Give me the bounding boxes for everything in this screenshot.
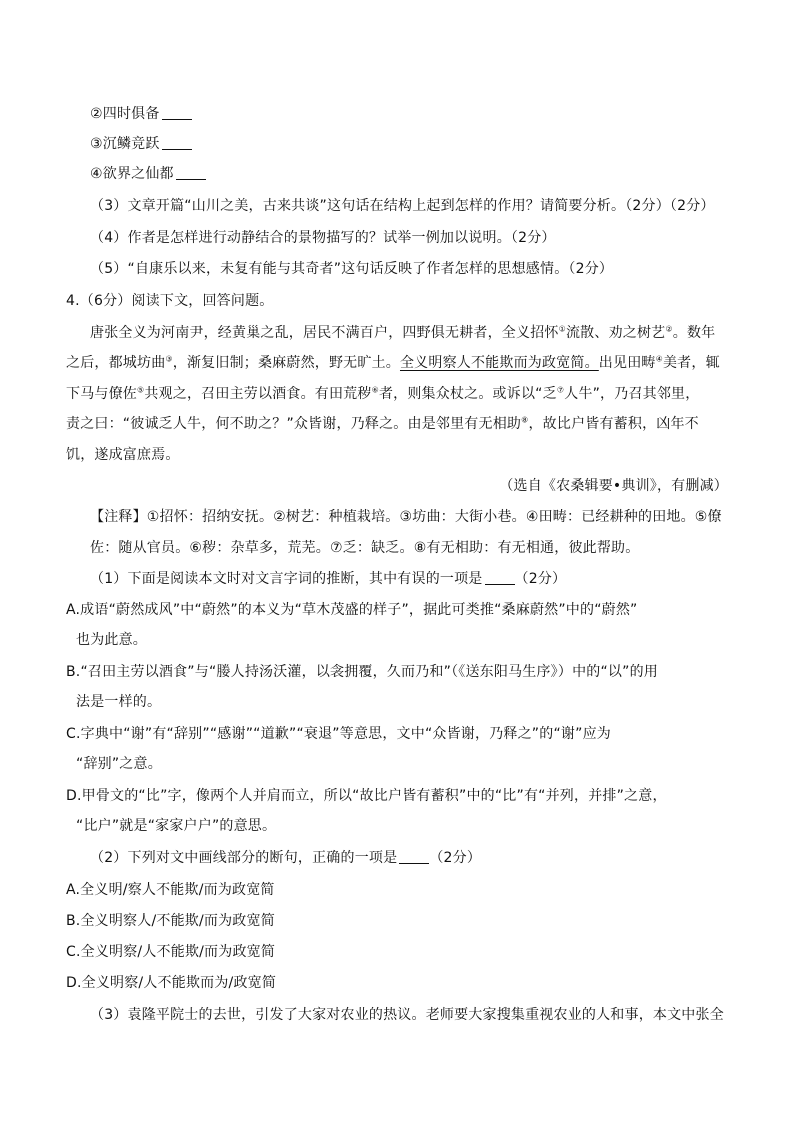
- question-3-4: （4）作者是怎样进行动静结合的景物描写的？试举一例加以说明。（2分）: [90, 230, 556, 246]
- sub-item-4: ④欲界之仙都: [90, 164, 206, 184]
- question-3-5: （5）“自康乐以来，未复有能与其奇者”这句话反映了作者怎样的思想感情。（2分）: [90, 261, 614, 277]
- answer-blank[interactable]: [162, 105, 192, 120]
- answer-blank[interactable]: [485, 570, 515, 585]
- option-b-line-2: 法是一样的。: [76, 694, 162, 710]
- underlined-sentence: 全义明察人不能欺而为政宽简。: [399, 355, 599, 371]
- option-d-line-1: D.甲骨文的“比”字，像两个人并肩而立，所以“故比户皆有蓄积”中的“比”有“并列，并排”之意，: [66, 788, 667, 804]
- sub-item-2: ②四时俱备: [90, 104, 192, 124]
- option-d: D.全义明察/人不能欺而为/政宽简: [66, 975, 277, 991]
- passage-line-2: 之后，都城坊曲③，渐复旧制；桑麻蔚然，野无旷土。全义明察人不能欺而为政宽简。出见田畴④美者，辄: [66, 354, 720, 371]
- option-c: C.全义明察/人不能欺/而为政宽简: [66, 944, 276, 960]
- answer-blank[interactable]: [176, 165, 206, 180]
- source-citation: （选自《农桑辑要•典训》，有删减）: [499, 478, 728, 494]
- option-b-line-1: B.“召田主劳以酒食”与“媵人持汤沃灌，以衾拥覆，久而乃和”（《送东阳马生序》）中的“以”的用: [66, 664, 658, 680]
- question-4-1: （1）下面是阅读本文时对文言字词的推断，其中有误的一项是 （2分）: [90, 571, 567, 587]
- question-4-heading: 4.（6分）阅读下文，回答问题。: [66, 293, 274, 309]
- answer-blank[interactable]: [162, 135, 192, 150]
- answer-blank[interactable]: [399, 849, 429, 864]
- option-c-line-2: “辞别”之意。: [76, 756, 162, 772]
- option-a-line-1: A.成语“蔚然成风”中“蔚然”的本义为“草木茂盛的样子”，据此可类推“桑麻蔚然”中的“蔚然”: [66, 602, 638, 618]
- annotation-line-2: 佐：随从官员。⑥秽：杂草多，荒芜。⑦乏：缺乏。⑧有无相助：有无相通，彼此帮助。: [90, 540, 640, 556]
- passage-line-1: 唐张全义为河南尹，经黄巢之乱，居民不满百户，四野俱无耕者，全义招怀①流散、劝之树艺②。数年: [90, 324, 716, 341]
- question-4-3: （3）袁隆平院士的去世，引发了大家对农业的热议。老师要大家搜集重视农业的人和事，本文中张全: [90, 1007, 724, 1023]
- option-a: A.全义明/察人不能欺/而为政宽简: [66, 882, 275, 898]
- option-d-line-2: “比户”就是“家家户户”的意思。: [76, 818, 277, 834]
- passage-line-5: 饥，遂成富庶焉。: [66, 447, 180, 463]
- option-a-line-2: 也为此意。: [76, 632, 147, 648]
- annotation-line-1: 【注释】①招怀：招纳安抚。②树艺：种植栽培。③坊曲：大街小巷。④田畴：已经耕种的田地。⑤僚: [90, 509, 722, 525]
- passage-line-3: 下马与僚佐⑤共观之，召田主劳以酒食。有田荒秽⑥者，则集众杖之。或诉以“乏⑦人牛”，乃召其邻里，: [66, 385, 700, 402]
- option-b: B.全义明察人/不能欺/而为政宽简: [66, 913, 275, 929]
- question-4-2: （2）下列对文中画线部分的断句，正确的一项是 （2分）: [90, 850, 482, 866]
- sub-item-3: ③沉鳞竞跃: [90, 134, 192, 154]
- question-3-3: （3）文章开篇“山川之美，古来共谈”这句话在结构上起到怎样的作用？请简要分析。（2分）（2分）: [90, 198, 715, 214]
- passage-line-4: 责之曰：“彼诚乏人牛，何不助之？”众皆谢，乃释之。由是邻里有无相助⑧，故比户皆有蓄积，凶年不: [66, 415, 699, 432]
- option-c-line-1: C.字典中“谢”有“辞别”“感谢”“道歉”“衰退”等意思，文中“众皆谢，乃释之”的“谢”应为: [66, 726, 611, 742]
